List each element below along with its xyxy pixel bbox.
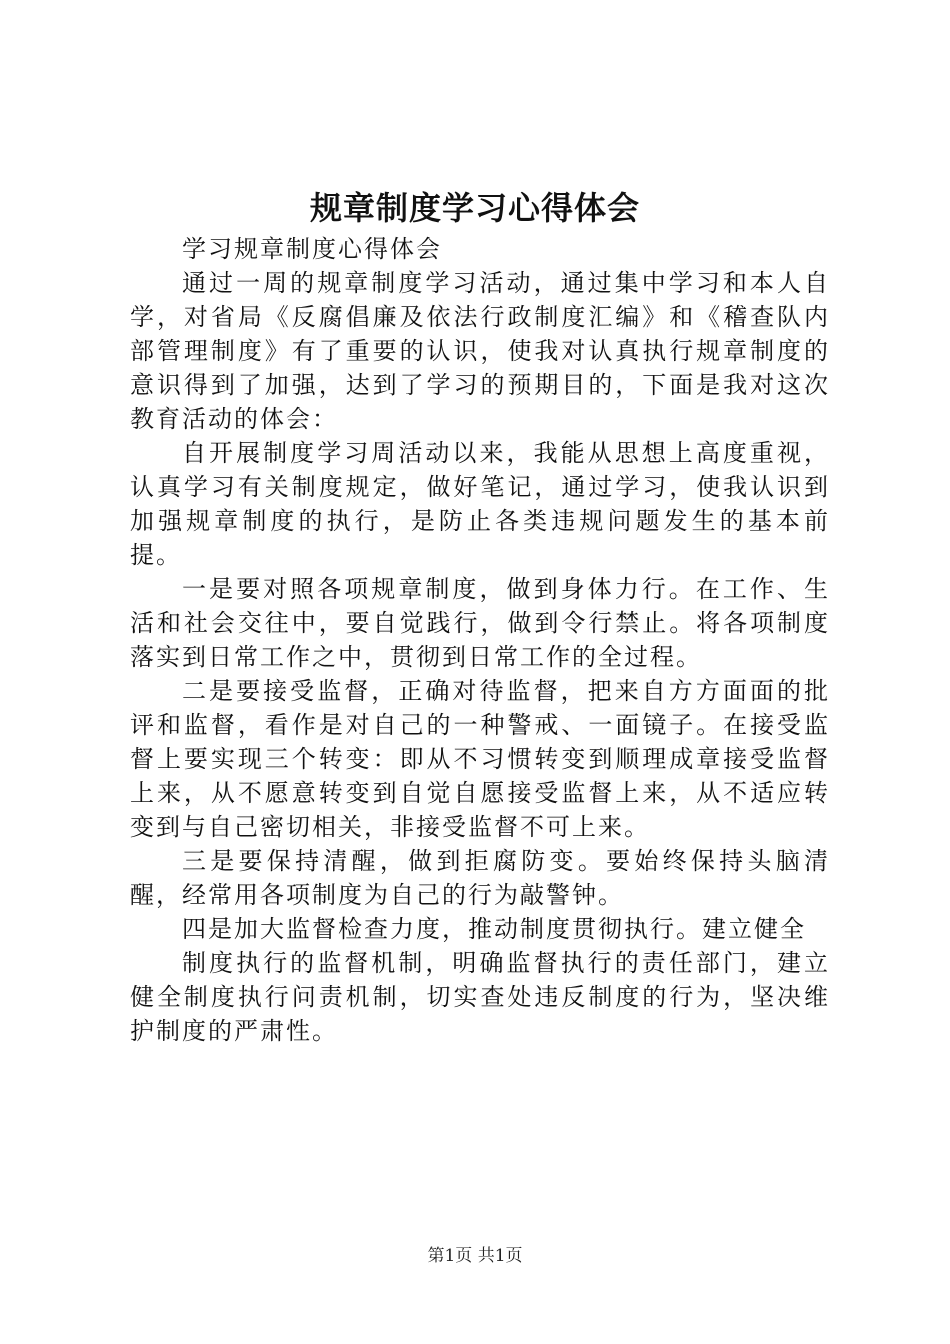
body-paragraph: 自开展制度学习周活动以来，我能从思想上高度重视，认真学习有关制度规定，做好笔记，通过学习，使我认识到加强规章制度的执行，是防止各类违规问题发生的基本前提。 bbox=[130, 439, 830, 569]
point-four-paragraph: 四是加大监督检查力度，推动制度贯彻执行。建立健全 bbox=[182, 915, 806, 943]
page-number-footer: 第1页 共1页 bbox=[427, 1246, 523, 1266]
document-title: 规章制度学习心得体会 bbox=[309, 189, 640, 227]
point-three-paragraph: 三是要保持清醒，做到拒腐防变。要始终保持头脑清醒，经常用各项制度为自己的行为敲警钟。 bbox=[130, 847, 830, 909]
point-four-continued-paragraph: 制度执行的监督机制，明确监督执行的责任部门，建立健全制度执行问责机制，切实查处违反制度的行为，坚决维护制度的严肃性。 bbox=[130, 949, 830, 1045]
subtitle-paragraph: 学习规章制度心得体会 bbox=[182, 235, 442, 263]
point-one-paragraph: 一是要对照各项规章制度，做到身体力行。在工作、生活和社会交往中，要自觉践行，做到令行禁止。将各项制度落实到日常工作之中，贯彻到日常工作的全过程。 bbox=[130, 575, 830, 671]
point-two-paragraph: 二是要接受监督，正确对待监督，把来自方方面面的批评和监督，看作是对自己的一种警戒、一面镜子。在接受监督上要实现三个转变：即从不习惯转变到顺理成章接受监督上来，从不愿意转变到自觉自愿接受监督上来，从不适应转变到与自己密切相关，非接受监督不可上来。 bbox=[130, 677, 830, 841]
document-body bbox=[130, 232, 830, 1048]
intro-paragraph: 通过一周的规章制度学习活动，通过集中学习和本人自学，对省局《反腐倡廉及依法行政制度汇编》和《稽查队内部管理制度》有了重要的认识，使我对认真执行规章制度的意识得到了加强，达到了学习的预期目的，下面是我对这次教育活动的体会： bbox=[130, 269, 830, 433]
